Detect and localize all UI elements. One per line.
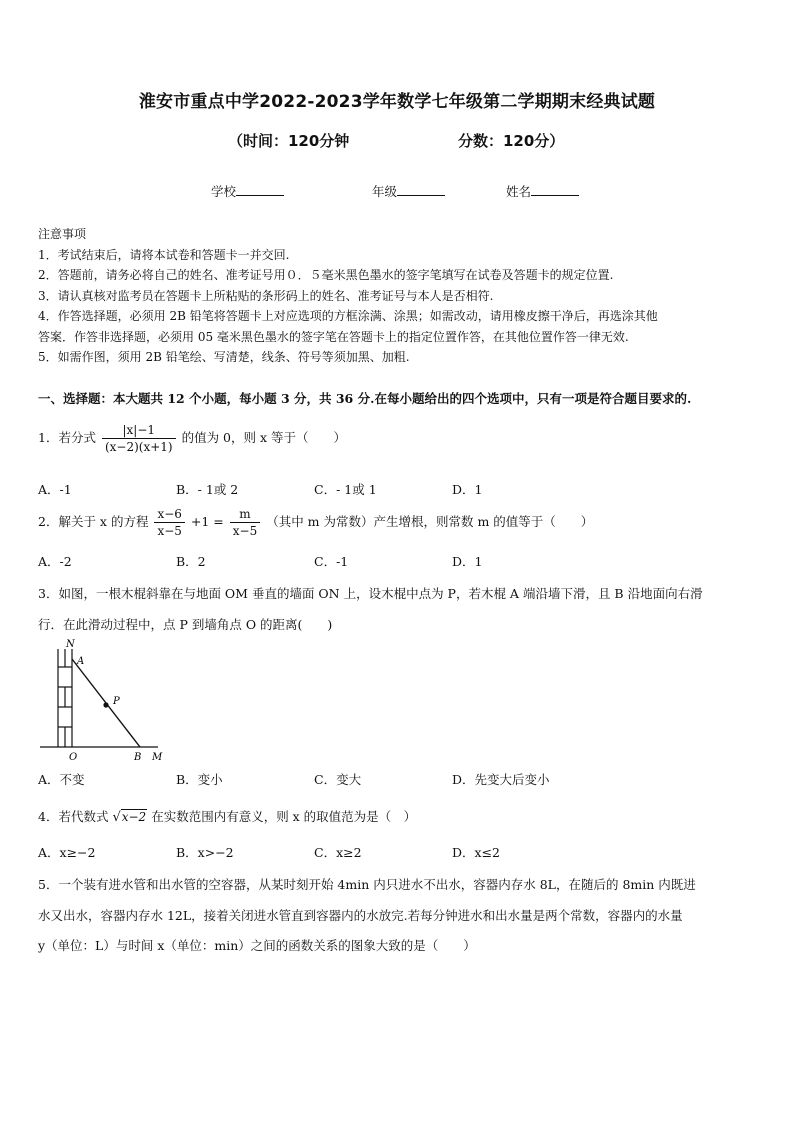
note-item: 2．答题前，请务必将自己的姓名、准考证号用０．５毫米黑色墨水的签字笔填写在试卷及答题卡的规定位置. xyxy=(38,268,614,282)
q4-option-a: A．x≥−2 xyxy=(38,845,96,860)
q2-fraction-2 xyxy=(230,506,260,539)
school-blank xyxy=(236,183,284,196)
q4-prefix: 4．若代数式 xyxy=(38,809,109,824)
q1-denominator: (x−2)(x+1) xyxy=(104,440,173,454)
exam-score: 分数：120分） xyxy=(458,132,565,150)
q2-option-b: B．2 xyxy=(176,554,206,569)
note-item: 答案．作答非选择题，必须用 05 毫米黑色墨水的签字笔在答题卡上的指定位置作答，在其他位置作答一律无效. xyxy=(38,329,629,344)
grade-label: 年级 xyxy=(372,184,398,199)
q1-option-c: C．- 1或 1 xyxy=(314,482,377,497)
q3-line-1: 3．如图，一根木棍斜靠在与地面 OM 垂直的墙面 ON 上，设木棍中点为 P，若木棍 A 端沿墙下滑，且 B 沿地面向右滑 xyxy=(38,586,703,601)
q2-denominator-1: x−5 xyxy=(157,524,182,538)
q2-option-c: C．-1 xyxy=(314,554,349,569)
exam-time: （时间：120分钟 xyxy=(228,132,350,150)
notes-heading: 注意事项 xyxy=(38,227,87,241)
q4-option-c: C．x≥2 xyxy=(314,845,362,860)
notes-section xyxy=(38,224,758,368)
q2-numerator-1: x−6 xyxy=(154,506,184,523)
q1-fraction xyxy=(102,422,176,455)
note-item: 1．考试结束后，请将本试卷和答题卡一并交回. xyxy=(38,247,290,262)
q1-prefix: 1．若分式 xyxy=(38,430,96,445)
q3-option-a: A．不变 xyxy=(38,772,85,787)
q5-line-2: 水又出水，容器内存水 12L，接着关闭进水管直到容器内的水放完.若每分钟进水和出水量是两个常数，容器内的水量 xyxy=(38,908,683,923)
label-b: B xyxy=(134,752,142,763)
q5-line-3: y（单位：L）与时间 x（单位：min）之间的函数关系的图象大致的是（ ） xyxy=(38,938,476,953)
wall xyxy=(58,649,72,747)
q1-suffix: 的值为 0，则 x 等于（ ） xyxy=(181,430,346,445)
midpoint-p xyxy=(103,702,108,707)
q4-option-b: B．x>−2 xyxy=(176,845,234,860)
sqrt-symbol: √ xyxy=(112,810,121,825)
exam-title: 淮安市重点中学2022-2023学年数学七年级第二学期期末经典试题 xyxy=(138,92,656,112)
q2-mid: +1 = xyxy=(190,514,224,529)
q3-option-b: B．变小 xyxy=(176,772,223,787)
label-p: P xyxy=(113,696,120,707)
q4-radicand: x−2 xyxy=(121,810,147,824)
q2-suffix: （其中 m 为常数）产生增根，则常数 m 的值等于（ ） xyxy=(266,514,594,529)
name-blank xyxy=(531,183,579,196)
grade-field xyxy=(372,182,445,200)
note-item: 3．请认真核对监考员在答题卡上所粘贴的条形码上的姓名、准考证号与本人是否相符. xyxy=(38,288,494,303)
name-field xyxy=(506,182,579,200)
question-2 xyxy=(38,506,593,539)
q2-prefix: 2．解关于 x 的方程 xyxy=(38,514,149,529)
q3-line-2: 行．在此滑动过程中，点 P 到墙角点 O 的距离( ) xyxy=(38,617,333,632)
q2-denominator-2: x−5 xyxy=(232,524,258,538)
q4-option-d: D．x≤2 xyxy=(452,845,500,860)
label-o: O xyxy=(69,752,78,763)
school-field xyxy=(211,182,284,200)
question-4 xyxy=(38,807,416,825)
q3-option-c: C．变大 xyxy=(314,772,362,787)
q2-option-a: A．-2 xyxy=(38,554,72,569)
q1-option-a: A．-1 xyxy=(38,482,72,497)
section-heading: 一、选择题：本大题共 12 个小题，每小题 3 分，共 36 分.在每小题给出的四个选项中，只有一项是符合题目要求的. xyxy=(38,391,692,406)
q3-figure xyxy=(36,635,176,765)
q3-option-d: D．先变大后变小 xyxy=(452,772,550,787)
grade-blank xyxy=(397,183,445,196)
q2-option-d: D．1 xyxy=(452,554,483,569)
note-item: 4．作答选择题，必须用 2B 铅笔将答题卡上对应选项的方框涂满、涂黑；如需改动，请用橡皮擦干净后，再选涂其他 xyxy=(38,309,658,323)
q4-suffix: 在实数范围内有意义，则 x 的取值范为是（ ） xyxy=(151,809,417,824)
name-label: 姓名 xyxy=(506,184,532,199)
q2-numerator-2: m xyxy=(230,506,260,523)
label-n: N xyxy=(66,639,75,650)
q1-numerator: |x|−1 xyxy=(102,422,176,439)
label-m: M xyxy=(152,752,163,763)
note-item: 5．如需作图，须用 2B 铅笔绘、写清楚，线条、符号等须加黑、加粗. xyxy=(38,350,410,364)
q2-fraction-1 xyxy=(154,506,184,539)
label-a: A xyxy=(77,656,85,667)
q1-option-b: B．- 1或 2 xyxy=(176,482,239,497)
question-1 xyxy=(38,422,346,455)
q5-line-1: 5．一个装有进水管和出水管的空容器，从某时刻开始 4min 内只进水不出水，容器内存水 8L，在随后的 8min 内既进 xyxy=(38,877,696,892)
q1-option-d: D．1 xyxy=(452,482,483,497)
school-label: 学校 xyxy=(211,184,237,199)
